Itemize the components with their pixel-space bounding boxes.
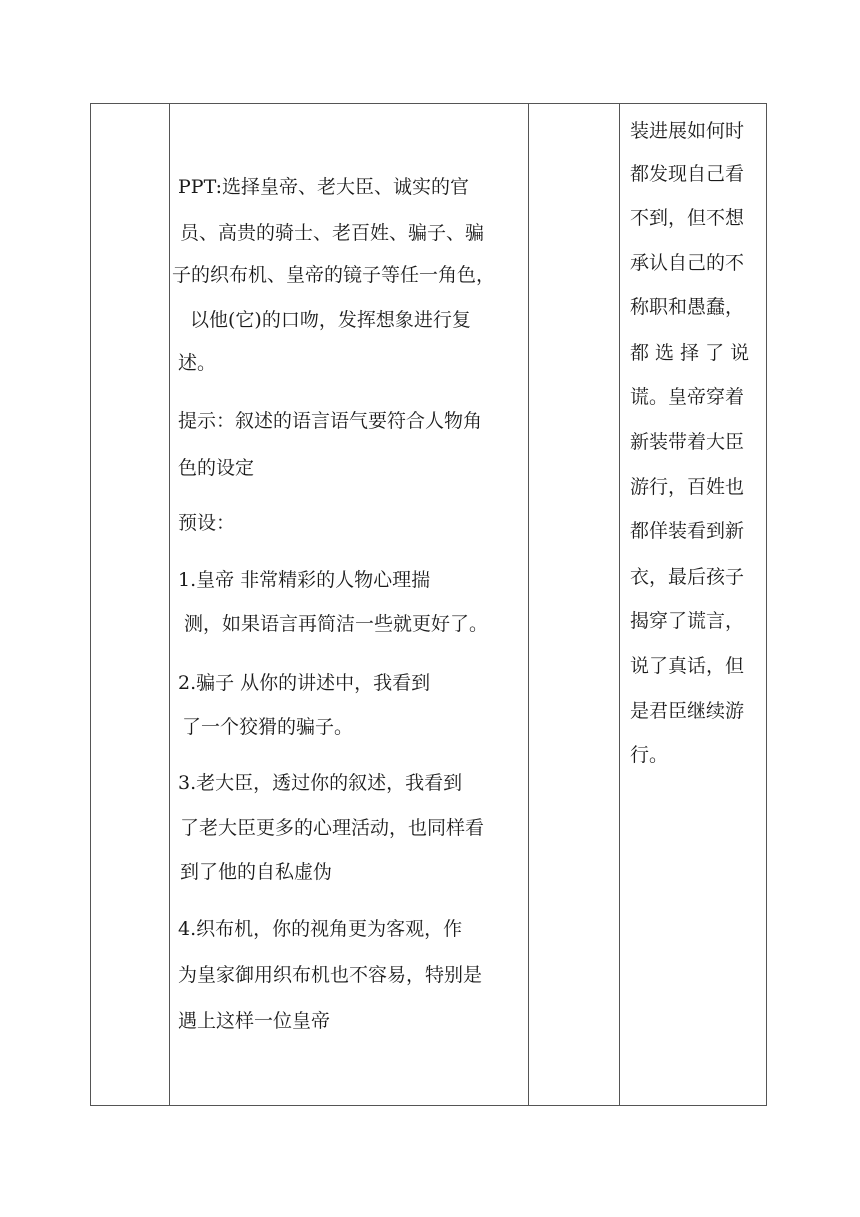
right-line: 行。 bbox=[630, 744, 669, 766]
right-line: 衣，最后孩子 bbox=[630, 566, 745, 588]
right-line: 新装带着大臣 bbox=[630, 431, 745, 453]
right-line: 承认自己的不 bbox=[630, 252, 745, 274]
right-line: 都 选 择 了 说 bbox=[630, 342, 750, 364]
main-line: 了老大臣更多的心理活动，也同样看 bbox=[180, 817, 485, 839]
main-line: 遇上这样一位皇帝 bbox=[178, 1010, 331, 1032]
main-line: 子的织布机、皇帝的镜子等任一角色， bbox=[172, 264, 496, 286]
right-line: 装进展如何时 bbox=[630, 120, 745, 142]
main-line: 测，如果语言再简洁一些就更好了。 bbox=[184, 613, 489, 635]
main-line: 4.织布机，你的视角更为客观，作 bbox=[178, 918, 463, 940]
main-line: 为皇家御用织布机也不容易，特别是 bbox=[178, 964, 483, 986]
main-line: 3.老大臣，透过你的叙述，我看到 bbox=[178, 772, 463, 794]
right-line: 揭穿了谎言， bbox=[630, 610, 745, 632]
main-line: 以他(它)的口吻，发挥想象进行复 bbox=[190, 309, 471, 331]
column-divider-1 bbox=[169, 104, 170, 1105]
main-line: 到了他的自私虚伪 bbox=[180, 861, 333, 883]
main-line: 员、高贵的骑士、老百姓、骗子、骗 bbox=[180, 222, 485, 244]
main-line: 1.皇帝 非常精彩的人物心理揣 bbox=[178, 569, 431, 591]
main-line: 了一个狡猾的骗子。 bbox=[182, 716, 354, 738]
right-line: 称职和愚蠢， bbox=[630, 296, 745, 318]
right-line: 都发现自己看 bbox=[630, 163, 745, 185]
column-divider-2 bbox=[528, 104, 529, 1105]
column-divider-3 bbox=[619, 104, 620, 1105]
right-line: 是君臣继续游 bbox=[630, 700, 745, 722]
main-line: 提示：叙述的语言语气要符合人物角 bbox=[178, 410, 483, 432]
right-line: 游行，百姓也 bbox=[630, 476, 745, 498]
main-line: 色的设定 bbox=[178, 457, 255, 479]
main-line: 预设： bbox=[178, 512, 236, 534]
right-line: 不到，但不想 bbox=[630, 207, 745, 229]
main-line: PPT:选择皇帝、老大臣、诚实的官 bbox=[178, 176, 469, 198]
main-line: 2.骗子 从你的讲述中，我看到 bbox=[178, 672, 431, 694]
right-line: 谎。皇帝穿着 bbox=[630, 386, 745, 408]
main-line: 述。 bbox=[178, 352, 217, 374]
right-line: 说了真话，但 bbox=[630, 655, 745, 677]
right-line: 都佯装看到新 bbox=[630, 520, 745, 542]
